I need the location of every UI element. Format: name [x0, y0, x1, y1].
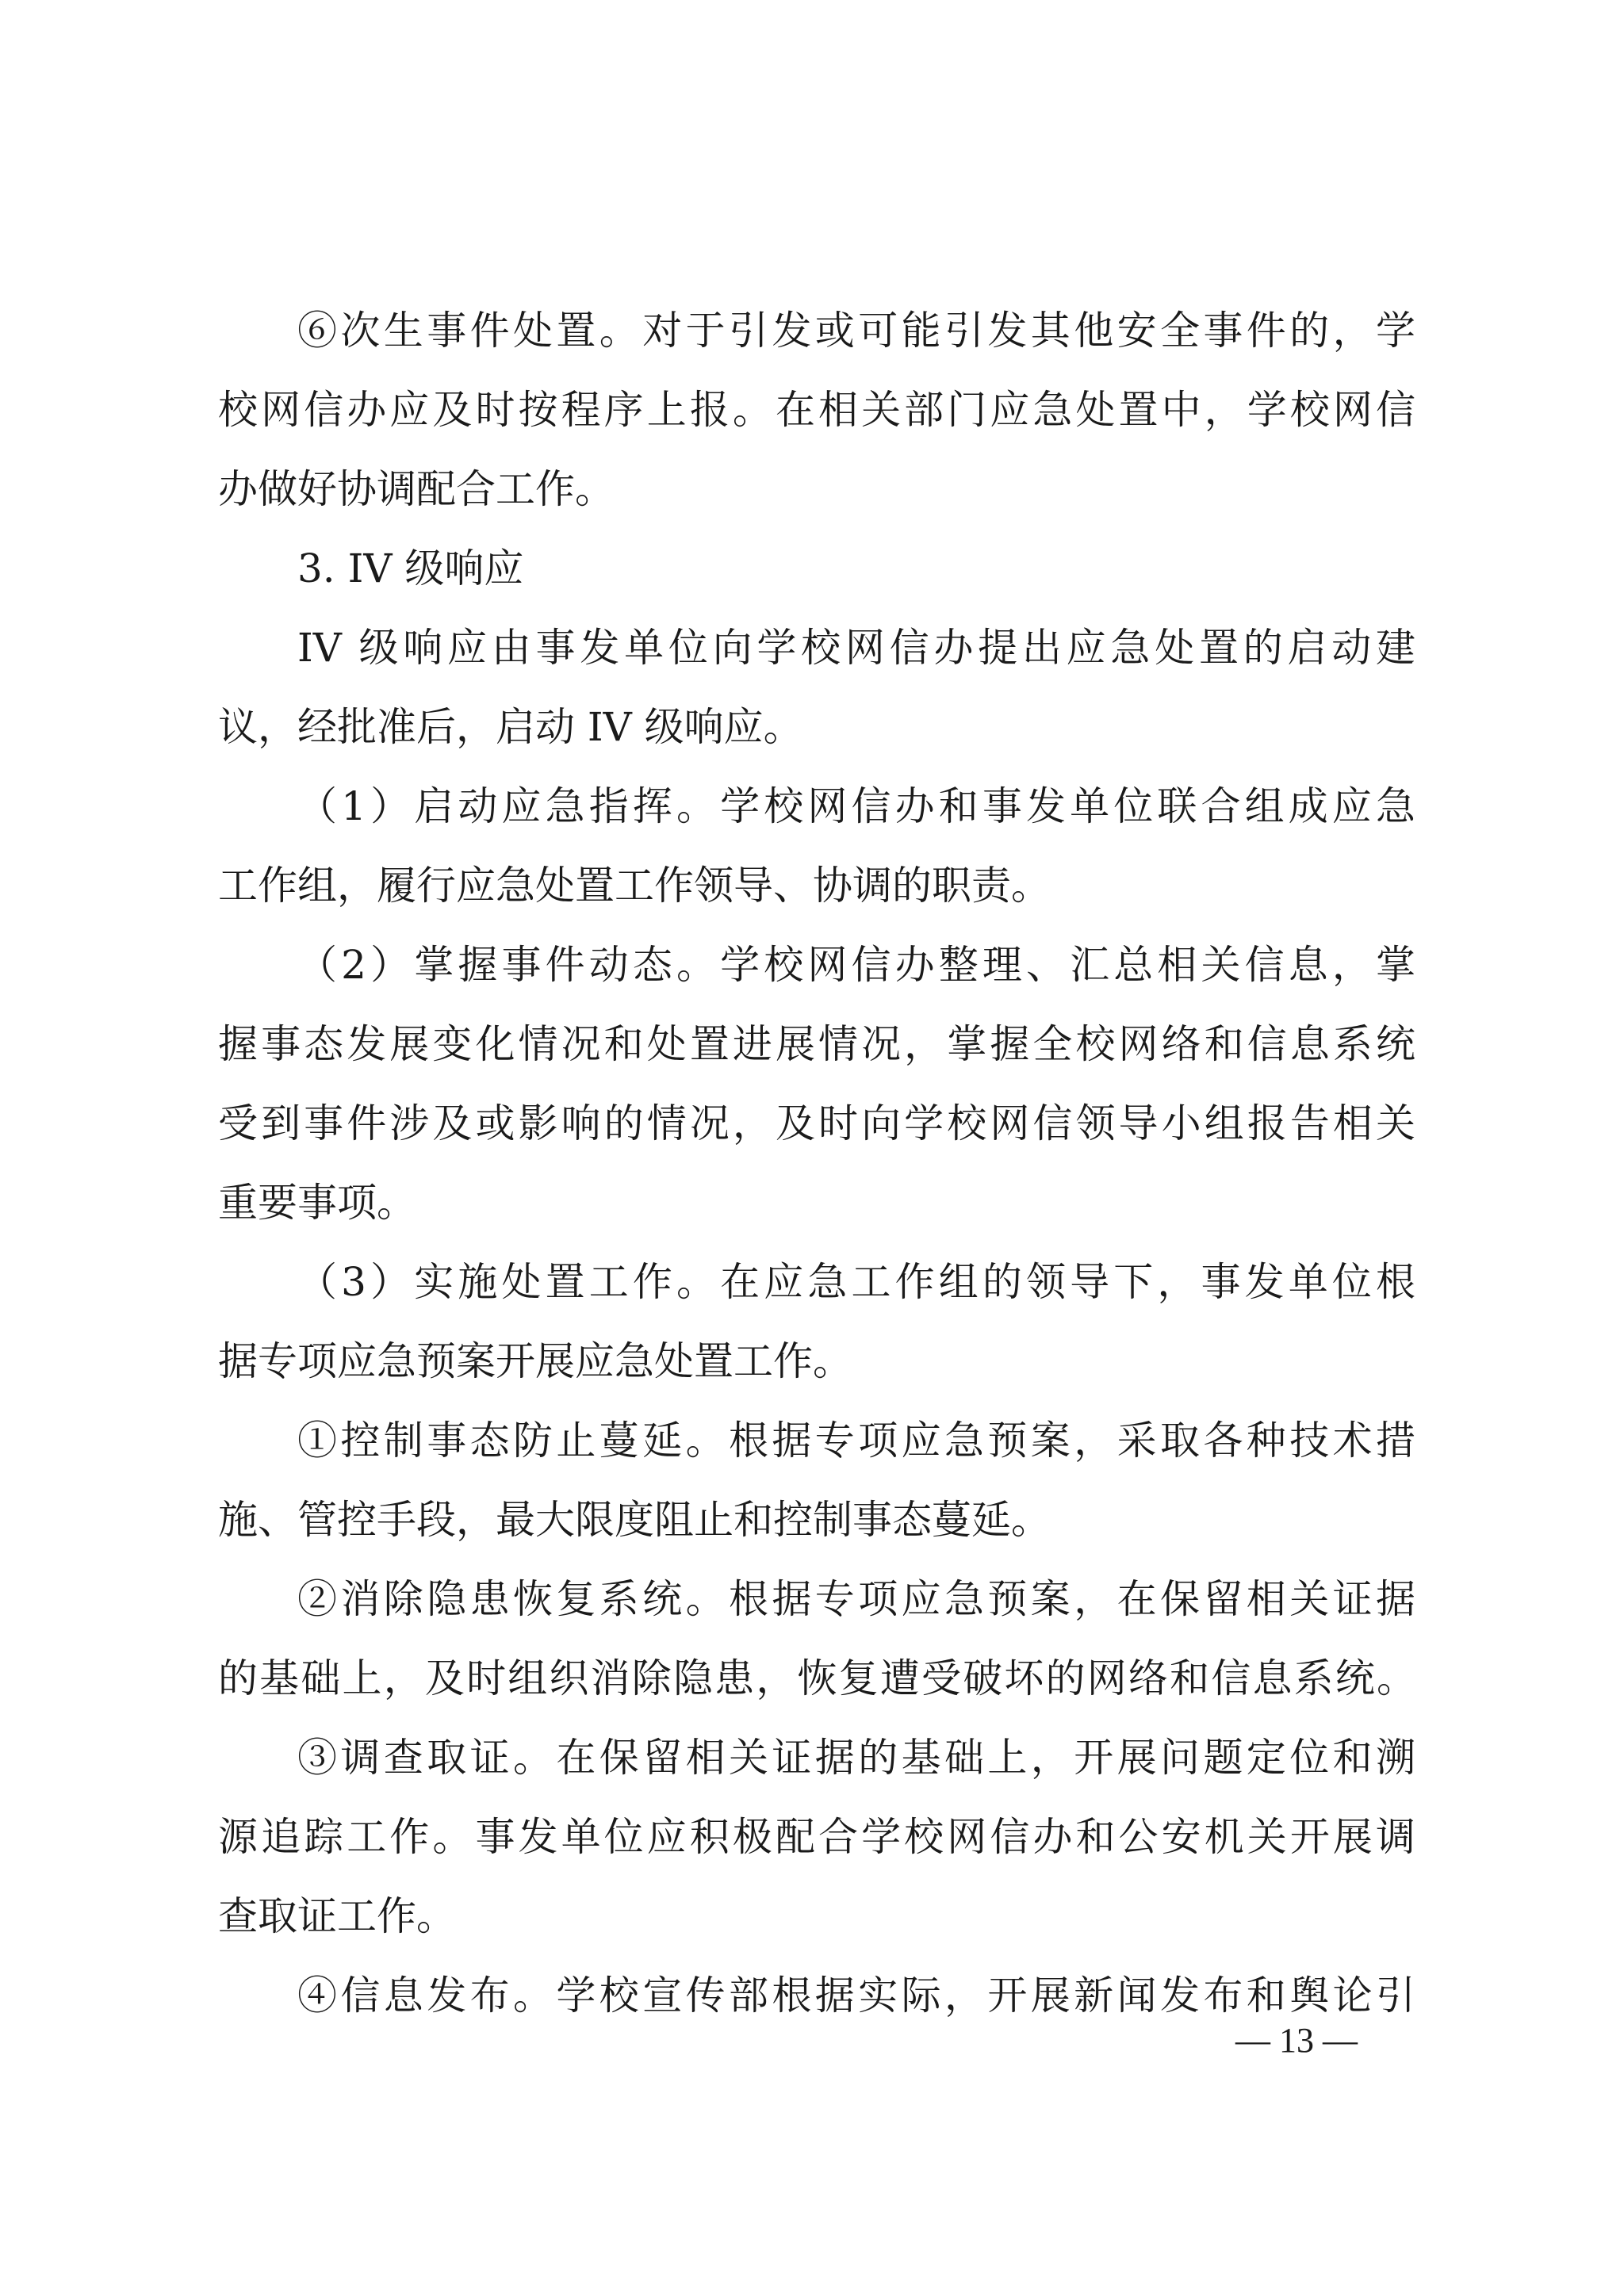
text-line-1: ⑥次生事件处置。对于引发或可能引发其他安全事件的，学	[297, 308, 1415, 354]
text-line-13: （3）实施处置工作。在应急工作组的领导下，事发单位根	[297, 1259, 1415, 1305]
text-line-9: （2）掌握事件动态。学校网信办整理、汇总相关信息，掌	[297, 942, 1415, 988]
text-line-18: 的基础上，及时组织消除隐患，恢复遭受破坏的网络和信息系统。	[218, 1655, 1415, 1701]
text-line-5: IV 级响应由事发单位向学校网信办提出应急处置的启动建	[297, 625, 1415, 671]
page-number: — 13 —	[1235, 2021, 1358, 2060]
text-line-20: 源追踪工作。事发单位应积极配合学校网信办和公安机关开展调	[218, 1814, 1415, 1860]
text-line-10: 握事态发展变化情况和处置进展情况，掌握全校网络和信息系统	[218, 1021, 1415, 1067]
section-heading: 3. IV 级响应	[297, 545, 524, 591]
text-line-11: 受到事件涉及或影响的情况，及时向学校网信领导小组报告相关	[218, 1100, 1415, 1146]
text-line-19: ③调查取证。在保留相关证据的基础上，开展问题定位和溯	[297, 1735, 1415, 1781]
text-line-8: 工作组，履行应急处置工作领导、协调的职责。	[218, 863, 1051, 909]
text-line-14: 据专项应急预案开展应急处置工作。	[218, 1338, 852, 1384]
text-line-12: 重要事项。	[218, 1180, 416, 1226]
text-line-6: 议，经批准后，启动 IV 级响应。	[218, 704, 803, 750]
text-line-16: 施、管控手段，最大限度阻止和控制事态蔓延。	[218, 1497, 1051, 1543]
text-line-22: ④信息发布。学校宣传部根据实际，开展新闻发布和舆论引	[297, 1973, 1415, 2019]
text-line-2: 校网信办应及时按程序上报。在相关部门应急处置中，学校网信	[218, 387, 1415, 433]
text-line-3: 办做好协调配合工作。	[218, 466, 615, 512]
text-line-21: 查取证工作。	[218, 1893, 456, 1939]
text-line-7: （1）启动应急指挥。学校网信办和事发单位联合组成应急	[297, 783, 1415, 829]
text-line-15: ①控制事态防止蔓延。根据专项应急预案，采取各种技术措	[297, 1418, 1415, 1464]
text-line-17: ②消除隐患恢复系统。根据专项应急预案，在保留相关证据	[297, 1576, 1415, 1622]
